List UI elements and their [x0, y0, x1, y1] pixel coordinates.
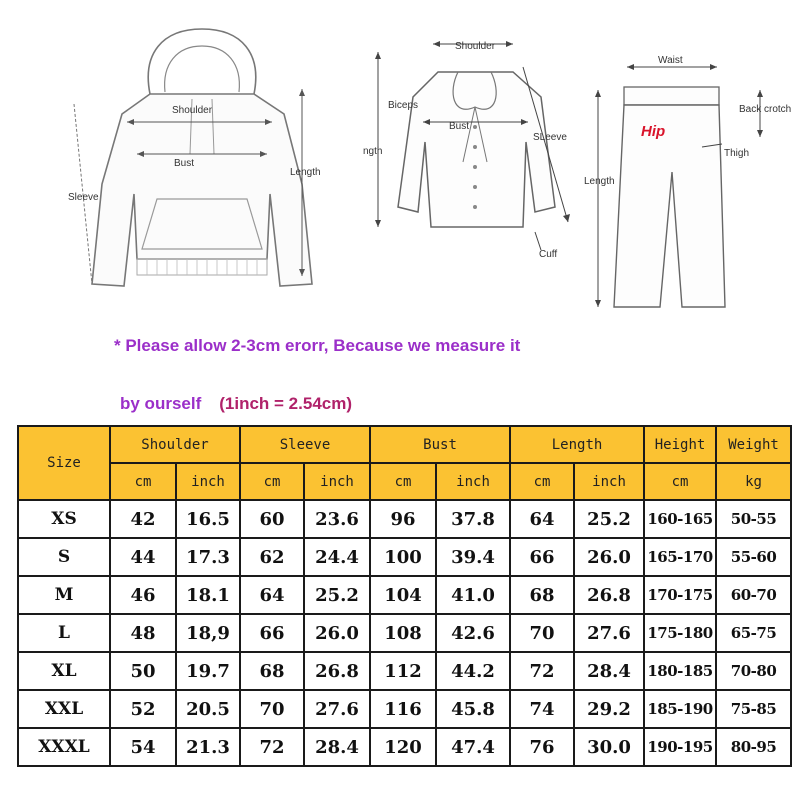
cell-shoulder-in: 21.3 — [176, 728, 240, 766]
measurement-note-line2 — [120, 394, 352, 414]
cell-sleeve-in: 26.0 — [304, 614, 370, 652]
cell-height: 160-165 — [644, 500, 716, 538]
cell-sleeve-cm: 70 — [240, 690, 304, 728]
cell-bust-cm: 116 — [370, 690, 436, 728]
blouse-bust-label: Bust — [449, 121, 470, 132]
unit-header: inch — [304, 463, 370, 500]
unit-header: inch — [436, 463, 510, 500]
unit-header: cm — [510, 463, 574, 500]
cell-length-in: 29.2 — [574, 690, 644, 728]
length-header: Length — [510, 426, 644, 463]
cell-height: 185-190 — [644, 690, 716, 728]
unit-header: cm — [240, 463, 304, 500]
cell-sleeve-cm: 68 — [240, 652, 304, 690]
cell-bust-in: 45.8 — [436, 690, 510, 728]
cell-weight: 70-80 — [716, 652, 791, 690]
table-row — [18, 652, 791, 690]
cell-sleeve-in: 24.4 — [304, 538, 370, 576]
height-header: Height — [644, 426, 716, 463]
cell-shoulder-in: 18,9 — [176, 614, 240, 652]
unit-header: cm — [644, 463, 716, 500]
measurement-note-continued: by ourself — [120, 394, 202, 413]
pants-back-crotch-label: Back crotch — [739, 104, 792, 115]
cell-bust-in: 37.8 — [436, 500, 510, 538]
hoodie-sleeve-label: Sleeve — [68, 192, 99, 203]
cell-shoulder-cm: 48 — [110, 614, 176, 652]
cell-sleeve-cm: 66 — [240, 614, 304, 652]
cell-size: S — [18, 538, 110, 576]
cell-shoulder-in: 16.5 — [176, 500, 240, 538]
cell-length-cm: 66 — [510, 538, 574, 576]
size-column-header: Size — [18, 426, 110, 500]
pants-waist-label: Waist — [658, 55, 683, 66]
sleeve-header: Sleeve — [240, 426, 370, 463]
hoodie-diagram — [62, 14, 347, 319]
inch-conversion-note: (1inch = 2.54cm) — [219, 394, 353, 413]
cell-length-in: 30.0 — [574, 728, 644, 766]
cell-length-cm: 76 — [510, 728, 574, 766]
cell-sleeve-in: 28.4 — [304, 728, 370, 766]
cell-bust-in: 47.4 — [436, 728, 510, 766]
shoulder-header: Shoulder — [110, 426, 240, 463]
cell-size: XXL — [18, 690, 110, 728]
cell-bust-cm: 100 — [370, 538, 436, 576]
cell-length-in: 26.8 — [574, 576, 644, 614]
weight-header: Weight — [716, 426, 791, 463]
unit-header: kg — [716, 463, 791, 500]
cell-length-cm: 68 — [510, 576, 574, 614]
measurement-note: * Please allow 2-3cm erorr, Because we measure it — [114, 336, 521, 355]
pants-thigh-label: Thigh — [724, 148, 750, 159]
hoodie-shoulder-label: Shoulder — [172, 105, 213, 116]
cell-length-in: 26.0 — [574, 538, 644, 576]
blouse-biceps-label: Biceps — [388, 100, 419, 111]
hoodie-bust-label: Bust — [174, 158, 195, 169]
bust-header: Bust — [370, 426, 510, 463]
cell-sleeve-cm: 72 — [240, 728, 304, 766]
cell-sleeve-in: 23.6 — [304, 500, 370, 538]
cell-bust-cm: 108 — [370, 614, 436, 652]
cell-bust-cm: 96 — [370, 500, 436, 538]
cell-shoulder-cm: 52 — [110, 690, 176, 728]
cell-weight: 65-75 — [716, 614, 791, 652]
cell-shoulder-in: 17.3 — [176, 538, 240, 576]
blouse-length-label: ngth — [363, 146, 383, 157]
blouse-cuff-label: Cuff — [539, 249, 558, 260]
cell-bust-in: 39.4 — [436, 538, 510, 576]
cell-length-cm: 74 — [510, 690, 574, 728]
cell-shoulder-in: 18.1 — [176, 576, 240, 614]
table-header-groups — [18, 426, 791, 463]
table-row — [18, 728, 791, 766]
cell-shoulder-cm: 46 — [110, 576, 176, 614]
cell-sleeve-cm: 60 — [240, 500, 304, 538]
cell-length-in: 27.6 — [574, 614, 644, 652]
cell-shoulder-in: 19.7 — [176, 652, 240, 690]
cell-sleeve-in: 25.2 — [304, 576, 370, 614]
cell-sleeve-cm: 62 — [240, 538, 304, 576]
cell-weight: 55-60 — [716, 538, 791, 576]
cell-bust-in: 44.2 — [436, 652, 510, 690]
cell-sleeve-cm: 64 — [240, 576, 304, 614]
table-header-units — [18, 463, 791, 500]
cell-sleeve-in: 27.6 — [304, 690, 370, 728]
cell-weight: 75-85 — [716, 690, 791, 728]
table-row — [18, 576, 791, 614]
cell-height: 170-175 — [644, 576, 716, 614]
cell-shoulder-in: 20.5 — [176, 690, 240, 728]
pants-diagram — [582, 52, 792, 322]
cell-shoulder-cm: 44 — [110, 538, 176, 576]
table-row — [18, 500, 791, 538]
table-row — [18, 614, 791, 652]
size-chart-table — [17, 425, 792, 767]
cell-bust-cm: 104 — [370, 576, 436, 614]
blouse-diagram — [363, 22, 588, 272]
hoodie-length-label: Length — [290, 167, 321, 178]
cell-size: XL — [18, 652, 110, 690]
cell-height: 165-170 — [644, 538, 716, 576]
table-row — [18, 690, 791, 728]
cell-length-cm: 64 — [510, 500, 574, 538]
cell-size: XS — [18, 500, 110, 538]
cell-bust-in: 41.0 — [436, 576, 510, 614]
cell-bust-cm: 120 — [370, 728, 436, 766]
cell-weight: 50-55 — [716, 500, 791, 538]
cell-shoulder-cm: 50 — [110, 652, 176, 690]
cell-size: M — [18, 576, 110, 614]
blouse-sleeve-label: SLeeve — [533, 132, 567, 143]
cell-length-in: 25.2 — [574, 500, 644, 538]
cell-sleeve-in: 26.8 — [304, 652, 370, 690]
unit-header: inch — [176, 463, 240, 500]
unit-header: cm — [370, 463, 436, 500]
cell-size: L — [18, 614, 110, 652]
cell-height: 175-180 — [644, 614, 716, 652]
cell-bust-cm: 112 — [370, 652, 436, 690]
cell-length-cm: 72 — [510, 652, 574, 690]
cell-bust-in: 42.6 — [436, 614, 510, 652]
cell-height: 180-185 — [644, 652, 716, 690]
cell-height: 190-195 — [644, 728, 716, 766]
size-rows — [18, 500, 791, 766]
cell-shoulder-cm: 42 — [110, 500, 176, 538]
cell-length-cm: 70 — [510, 614, 574, 652]
cell-weight: 60-70 — [716, 576, 791, 614]
blouse-shoulder-label: Shoulder — [455, 41, 496, 52]
cell-size: XXXL — [18, 728, 110, 766]
cell-length-in: 28.4 — [574, 652, 644, 690]
unit-header: inch — [574, 463, 644, 500]
table-row — [18, 538, 791, 576]
cell-weight: 80-95 — [716, 728, 791, 766]
pants-length-label: Length — [584, 176, 615, 187]
cell-shoulder-cm: 54 — [110, 728, 176, 766]
unit-header: cm — [110, 463, 176, 500]
pants-hip-label: Hip — [641, 123, 666, 140]
